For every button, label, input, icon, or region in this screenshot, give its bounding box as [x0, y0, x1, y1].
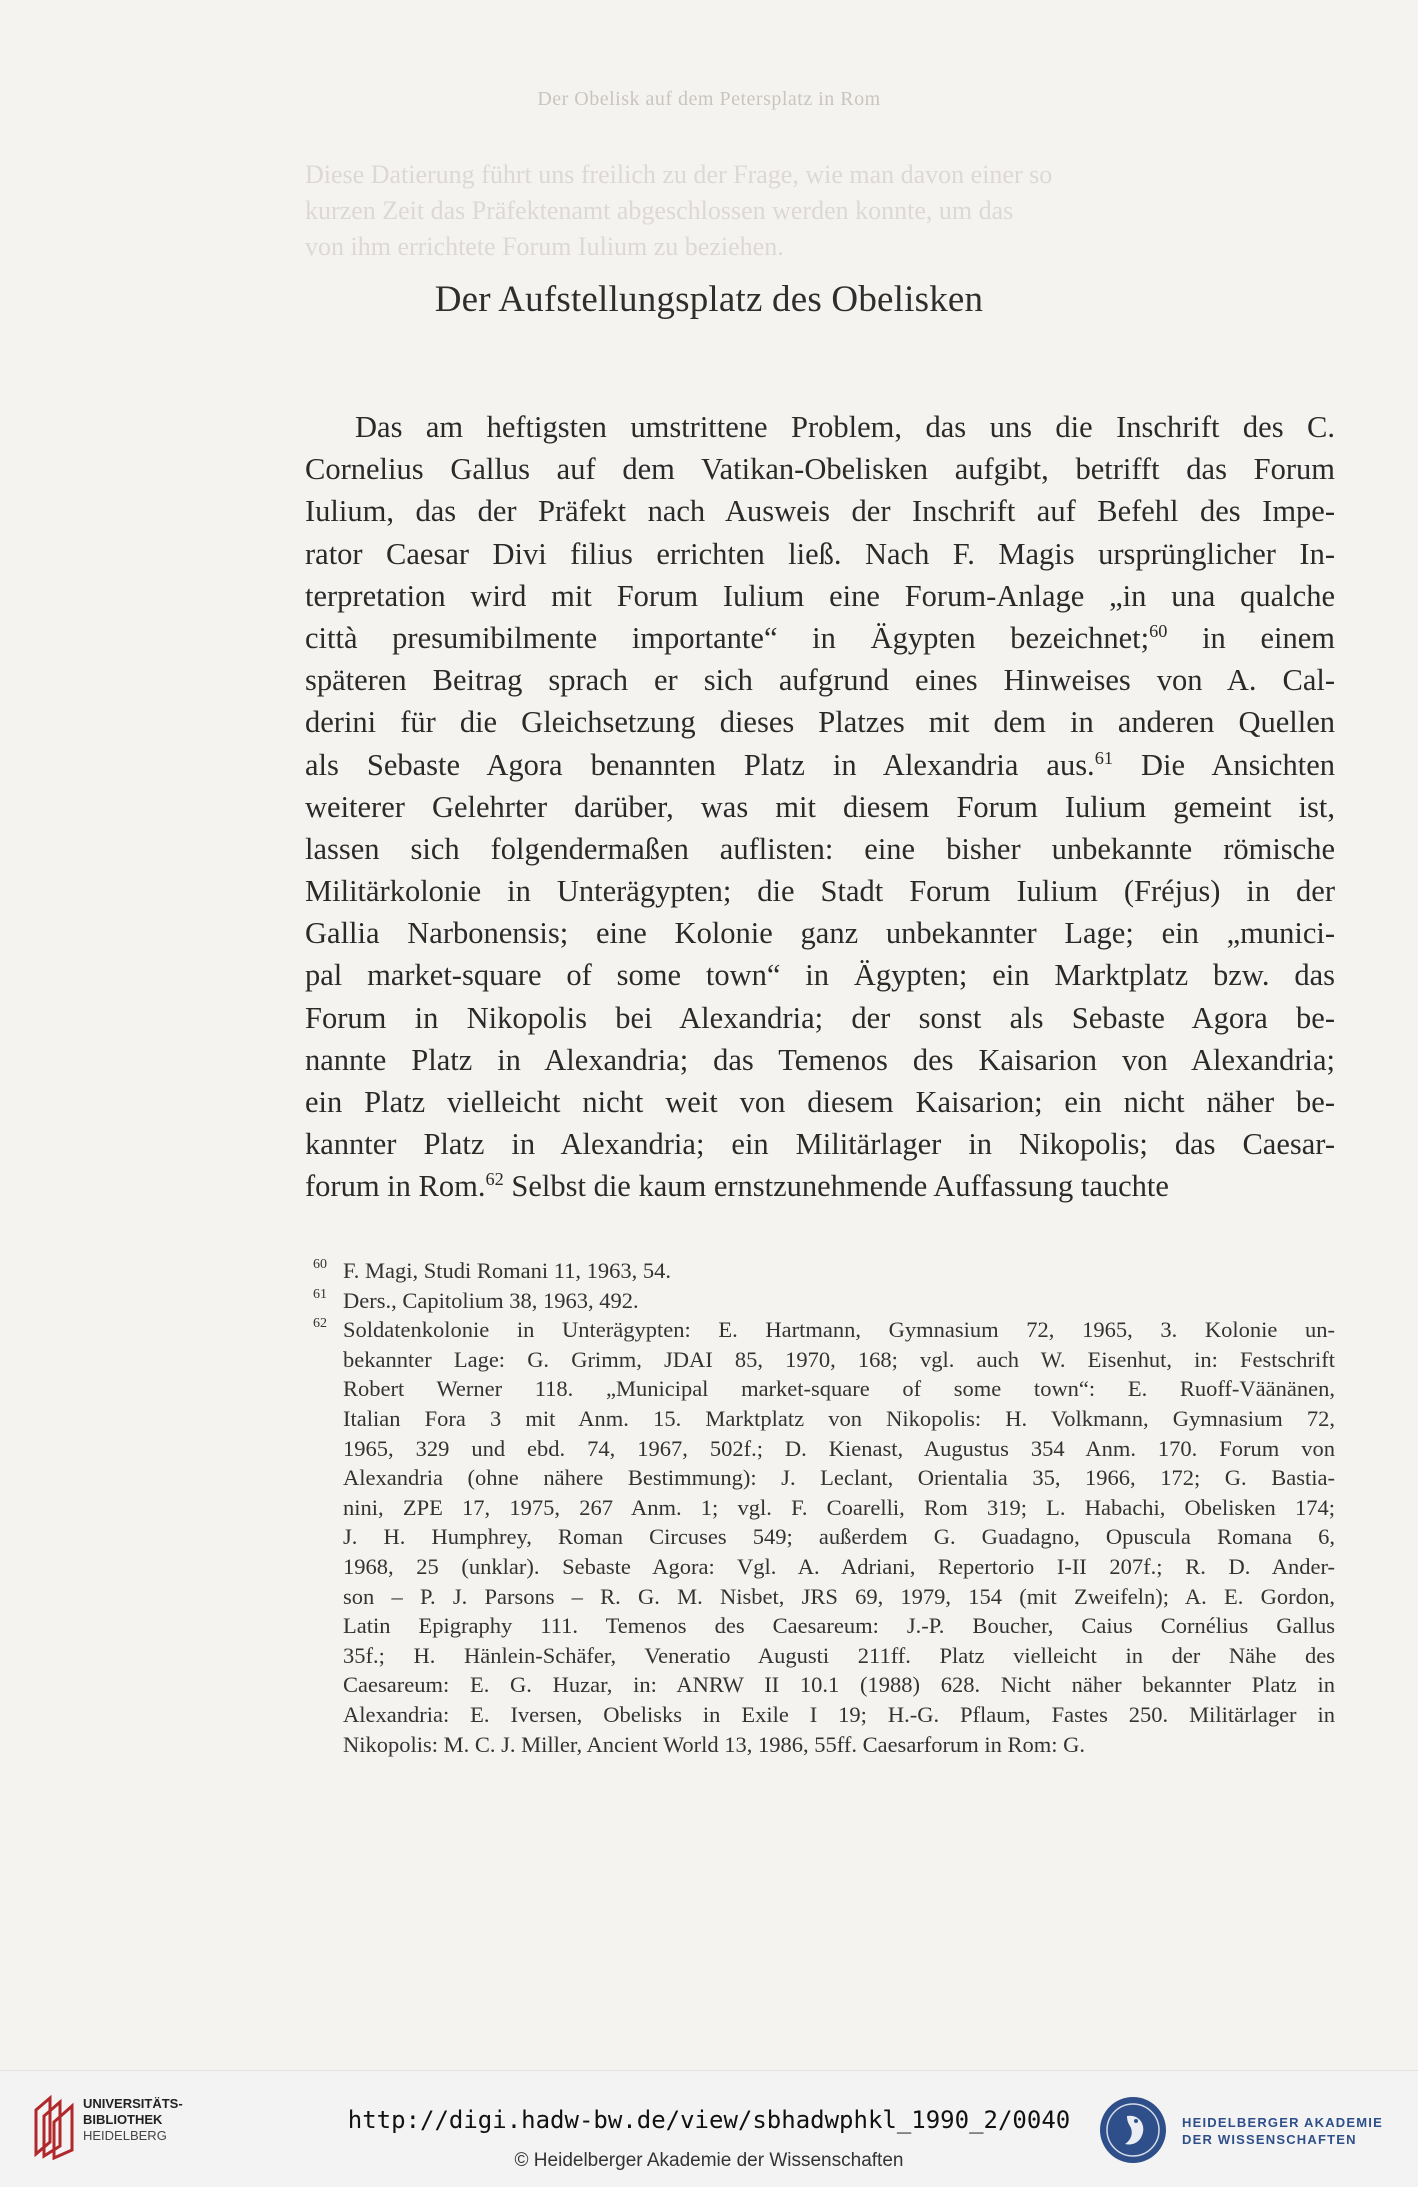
footnote-line: Robert Werner 118. „Municipal market-square of some town“: E. Ruoff-Väänänen,	[343, 1376, 1335, 1402]
academy-seal-logo	[1097, 2094, 1169, 2166]
bleed-through-line: kurzen Zeit das Präfektenamt abgeschlossen werden konnte, um das	[305, 196, 1014, 225]
footnote-number: 62	[313, 1316, 327, 1332]
footnote-number: 61	[313, 1286, 327, 1302]
body-line: lassen sich folgendermaßen auflisten: eine bisher unbekannte römische	[305, 831, 1335, 866]
copyright-notice: © Heidelberger Akademie der Wissenschaften	[514, 2150, 904, 2171]
body-line: Cornelius Gallus auf dem Vatikan-Obelisken aufgibt, betrifft das Forum	[305, 452, 1335, 487]
footnote-line: F. Magi, Studi Romani 11, 1963, 54.	[343, 1258, 672, 1283]
body-line: nannte Platz in Alexandria; das Temenos des Kaisarion von Alexandria;	[305, 1042, 1335, 1077]
footnote	[313, 1315, 1335, 1759]
library-name-line: BIBLIOTHEK	[83, 2112, 163, 2127]
body-line: späteren Beitrag sprach er sich aufgrund eines Hinweises von A. Cal-	[305, 663, 1335, 698]
footnote-line: 1968, 25 (unklar). Sebaste Agora: Vgl. A. Adriani, Repertorio I-II 207f.; R. D. Ander-	[343, 1553, 1335, 1579]
footnote-line: son – P. J. Parsons – R. G. M. Nisbet, JRS 69, 1979, 154 (mit Zweifeln); A. E. Gordon,	[343, 1583, 1335, 1609]
footnote-line: Ders., Capitolium 38, 1963, 492.	[343, 1287, 639, 1313]
body-line: ein Platz vielleicht nicht weit von diesem Kaisarion; ein nicht näher be-	[305, 1085, 1335, 1119]
library-name-line: UNIVERSITÄTS-	[83, 2096, 183, 2111]
academy-name	[1182, 2114, 1383, 2148]
footnote-line: Nikopolis: M. C. J. Miller, Ancient World 13, 1986, 55ff. Caesarforum in Rom: G.	[343, 1731, 1086, 1757]
body-paragraph	[305, 406, 1335, 1208]
footnote-reference[interactable]: 62	[485, 1169, 504, 1190]
body-line: als Sebaste Agora benannten Platz in Alexandria aus.$^{61}$ Die Ansichten	[305, 747, 1335, 782]
body-line: kannter Platz in Alexandria; ein Militärlager in Nikopolis; das Caesar-	[305, 1127, 1335, 1162]
body-line: Das am heftigsten umstrittene Problem, das uns die Inschrift des C.	[355, 410, 1335, 444]
footnote	[313, 1256, 1335, 1286]
footnote-line: J. H. Humphrey, Roman Circuses 549; außerdem G. Guadagno, Opuscula Romana 6,	[343, 1524, 1335, 1550]
library-name-line: HEIDELBERG	[83, 2128, 167, 2143]
bleed-through-line: von ihm errichtete Forum Iulium zu beziehen.	[305, 232, 784, 261]
footnote	[313, 1286, 1335, 1316]
footnotes	[313, 1256, 1335, 1759]
academy-name-line: HEIDELBERGER AKADEMIE	[1182, 2115, 1383, 2130]
footnote-line: Caesareum: E. G. Huzar, in: ANRW II 10.1 (1988) 628. Nicht näher bekannter Platz in	[343, 1672, 1335, 1698]
academy-name-line: DER WISSENSCHAFTEN	[1182, 2132, 1357, 2147]
body-line: Forum in Nikopolis bei Alexandria; der sonst als Sebaste Agora be-	[305, 1000, 1335, 1035]
footnote-line: Latin Epigraphy 111. Temenos des Caesareum: J.-P. Boucher, Caius Cornélius Gallus	[343, 1613, 1335, 1639]
bleed-through-running-head: Der Obelisk auf dem Petersplatz in Rom	[537, 88, 881, 110]
body-line: terpretation wird mit Forum Iulium eine Forum-Anlage „in una qualche	[305, 578, 1335, 613]
body-line: forum in Rom.$^{62}$ Selbst die kaum ernstzunehmende Auffassung tauchte	[305, 1169, 1169, 1204]
body-line: weiterer Gelehrter darüber, was mit diesem Forum Iulium gemeint ist,	[305, 789, 1335, 824]
bleed-through-line: Diese Datierung führt uns freilich zu der Frage, wie man davon einer so	[305, 160, 1053, 189]
footnote-line: nini, ZPE 17, 1975, 267 Anm. 1; vgl. F. Coarelli, Rom 319; L. Habachi, Obelisken 174;	[343, 1494, 1335, 1520]
body-line: rator Caesar Divi filius errichten ließ. Nach F. Magis ursprünglicher In-	[305, 536, 1335, 571]
body-line: città presumibilmente importante“ in Ägypten bezeichnet;$^{60}$ in einem	[305, 620, 1335, 655]
body-line: Iulium, das der Präfekt nach Ausweis der Inschrift auf Befehl des Impe-	[305, 494, 1335, 529]
footnote-number: 60	[313, 1257, 327, 1272]
footnote-line: Soldatenkolonie in Unterägypten: E. Hartmann, Gymnasium 72, 1965, 3. Kolonie un-	[343, 1317, 1335, 1343]
footnote-reference[interactable]: 61	[1094, 747, 1113, 768]
body-line: pal market-square of some town“ in Ägypten; ein Marktplatz bzw. das	[305, 958, 1335, 993]
footnote-line: Alexandria: E. Iversen, Obelisks in Exile I 19; H.-G. Pflaum, Fastes 250. Militärlager in	[343, 1701, 1335, 1727]
section-title: Der Aufstellungsplatz des Obelisken	[434, 279, 984, 320]
body-line: Gallia Narbonensis; eine Kolonie ganz unbekannter Lage; ein „munici-	[305, 916, 1335, 951]
body-line: Militärkolonie in Unterägypten; die Stadt Forum Iulium (Fréjus) in der	[305, 874, 1335, 909]
footnote-line: 35f.; H. Hänlein-Schäfer, Veneratio Augusti 211ff. Platz vielleicht in der Nähe des	[343, 1642, 1335, 1668]
footnote-reference[interactable]: 60	[1149, 620, 1168, 641]
footnote-line: Alexandria (ohne nähere Bestimmung): J. Leclant, Orientalia 35, 1966, 172; G. Bastia-	[343, 1465, 1335, 1491]
permalink-url[interactable]: http://digi.hadw-bw.de/view/sbhadwphkl_1990_2/0040	[347, 2106, 1071, 2134]
footnote-line: Italian Fora 3 mit Anm. 15. Marktplatz von Nikopolis: H. Volkmann, Gymnasium 72,	[343, 1405, 1335, 1431]
footnote-line: 1965, 329 und ebd. 74, 1967, 502f.; D. Kienast, Augustus 354 Anm. 170. Forum von	[343, 1435, 1335, 1461]
footnote-line: bekannter Lage: G. Grimm, JDAI 85, 1970, 168; vgl. auch W. Eisenhut, in: Festschrift	[343, 1346, 1335, 1372]
body-line: derini für die Gleichsetzung dieses Platzes mit dem in anderen Quellen	[305, 705, 1335, 740]
